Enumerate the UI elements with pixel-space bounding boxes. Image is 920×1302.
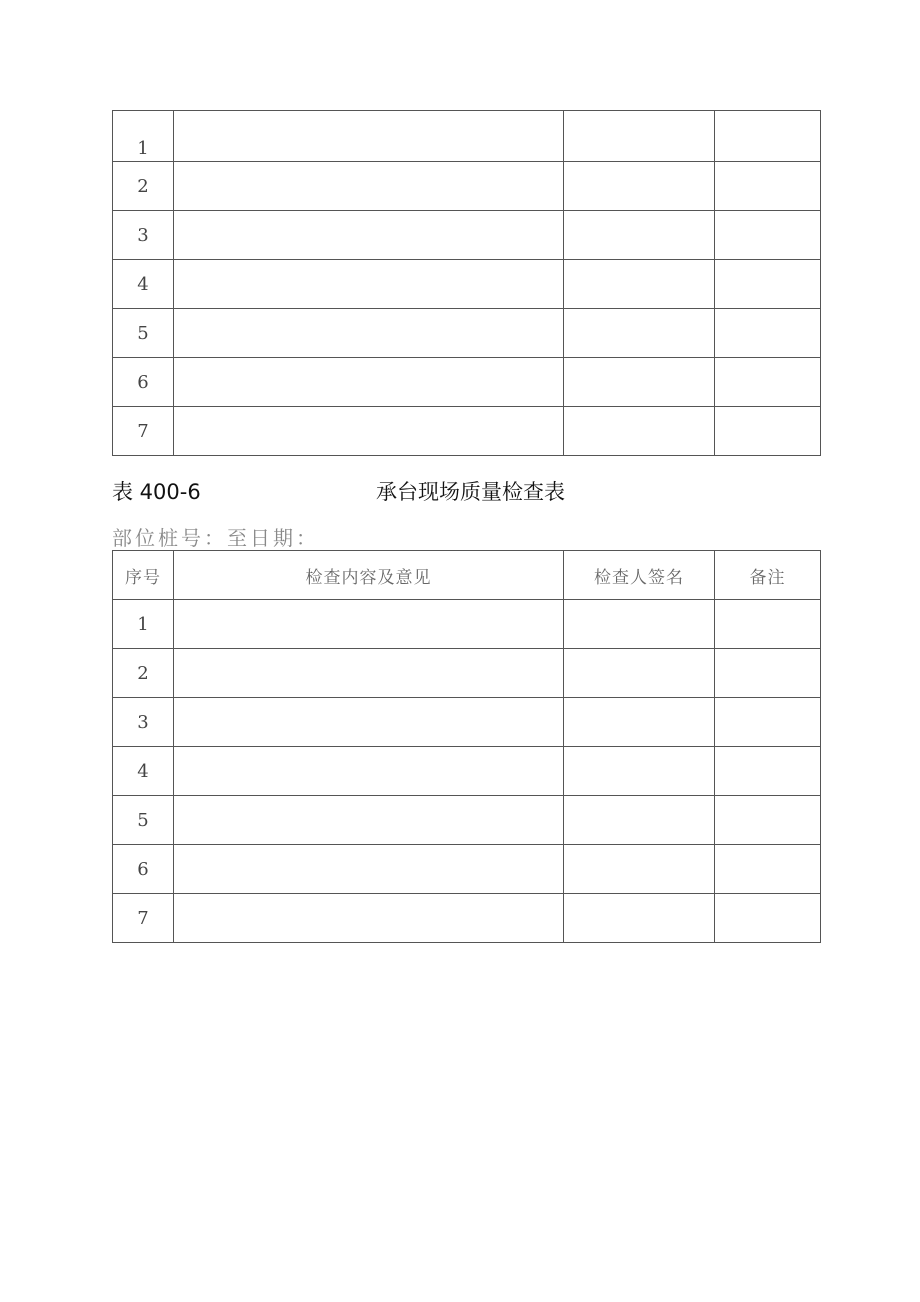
remarks-cell bbox=[715, 649, 821, 698]
remarks-cell bbox=[715, 358, 821, 407]
row-number: 3 bbox=[113, 698, 174, 747]
content-cell bbox=[174, 894, 564, 943]
row-number: 6 bbox=[113, 358, 174, 407]
signer-cell bbox=[564, 111, 715, 162]
table-body bbox=[113, 600, 821, 943]
header-signer: 检查人签名 bbox=[564, 551, 715, 600]
content-cell bbox=[174, 162, 564, 211]
signer-cell bbox=[564, 845, 715, 894]
row-number: 5 bbox=[113, 309, 174, 358]
content-cell bbox=[174, 407, 564, 456]
table-row bbox=[113, 309, 821, 358]
content-cell bbox=[174, 260, 564, 309]
table-row bbox=[113, 407, 821, 456]
content-cell bbox=[174, 358, 564, 407]
table-row bbox=[113, 162, 821, 211]
signer-cell bbox=[564, 600, 715, 649]
remarks-cell bbox=[715, 845, 821, 894]
row-number: 1 bbox=[113, 111, 174, 162]
content-cell bbox=[174, 600, 564, 649]
row-number: 7 bbox=[113, 894, 174, 943]
content-cell bbox=[174, 649, 564, 698]
table-title: 承台现场质量检查表 bbox=[376, 480, 565, 504]
header-seq: 序号 bbox=[113, 551, 174, 600]
row-number: 4 bbox=[113, 747, 174, 796]
content-cell bbox=[174, 698, 564, 747]
signer-cell bbox=[564, 260, 715, 309]
signer-cell bbox=[564, 649, 715, 698]
signer-cell bbox=[564, 796, 715, 845]
signer-cell bbox=[564, 894, 715, 943]
remarks-cell bbox=[715, 698, 821, 747]
table-row bbox=[113, 698, 821, 747]
remarks-cell bbox=[715, 747, 821, 796]
table-row bbox=[113, 649, 821, 698]
table-row bbox=[113, 260, 821, 309]
row-number: 4 bbox=[113, 260, 174, 309]
table-body bbox=[113, 111, 821, 456]
signer-cell bbox=[564, 211, 715, 260]
remarks-cell bbox=[715, 111, 821, 162]
content-cell bbox=[174, 845, 564, 894]
signer-cell bbox=[564, 747, 715, 796]
remarks-cell bbox=[715, 894, 821, 943]
table-header-row bbox=[113, 551, 821, 600]
signer-cell bbox=[564, 309, 715, 358]
remarks-cell bbox=[715, 600, 821, 649]
table-row bbox=[113, 747, 821, 796]
remarks-cell bbox=[715, 309, 821, 358]
remarks-cell bbox=[715, 211, 821, 260]
table-row bbox=[113, 358, 821, 407]
inspection-table-top bbox=[112, 110, 821, 456]
table-row bbox=[113, 796, 821, 845]
signer-cell bbox=[564, 698, 715, 747]
content-cell bbox=[174, 796, 564, 845]
signer-cell bbox=[564, 162, 715, 211]
row-number: 2 bbox=[113, 162, 174, 211]
content-cell bbox=[174, 211, 564, 260]
signer-cell bbox=[564, 407, 715, 456]
header-content: 检查内容及意见 bbox=[174, 551, 564, 600]
table-row bbox=[113, 111, 821, 162]
remarks-cell bbox=[715, 162, 821, 211]
row-number: 6 bbox=[113, 845, 174, 894]
remarks-cell bbox=[715, 796, 821, 845]
table-row bbox=[113, 600, 821, 649]
signer-cell bbox=[564, 358, 715, 407]
row-number: 7 bbox=[113, 407, 174, 456]
row-number: 5 bbox=[113, 796, 174, 845]
content-cell bbox=[174, 747, 564, 796]
header-remarks: 备注 bbox=[715, 551, 821, 600]
row-number: 3 bbox=[113, 211, 174, 260]
row-number: 2 bbox=[113, 649, 174, 698]
content-cell bbox=[174, 309, 564, 358]
location-date-line: 部位桩号：至日期： bbox=[112, 526, 319, 550]
table-number-label: 表 400-6 bbox=[112, 480, 201, 504]
row-number: 1 bbox=[113, 600, 174, 649]
table-row bbox=[113, 894, 821, 943]
inspection-table-cap bbox=[112, 550, 821, 943]
table-row bbox=[113, 845, 821, 894]
remarks-cell bbox=[715, 407, 821, 456]
table-row bbox=[113, 211, 821, 260]
remarks-cell bbox=[715, 260, 821, 309]
content-cell bbox=[174, 111, 564, 162]
